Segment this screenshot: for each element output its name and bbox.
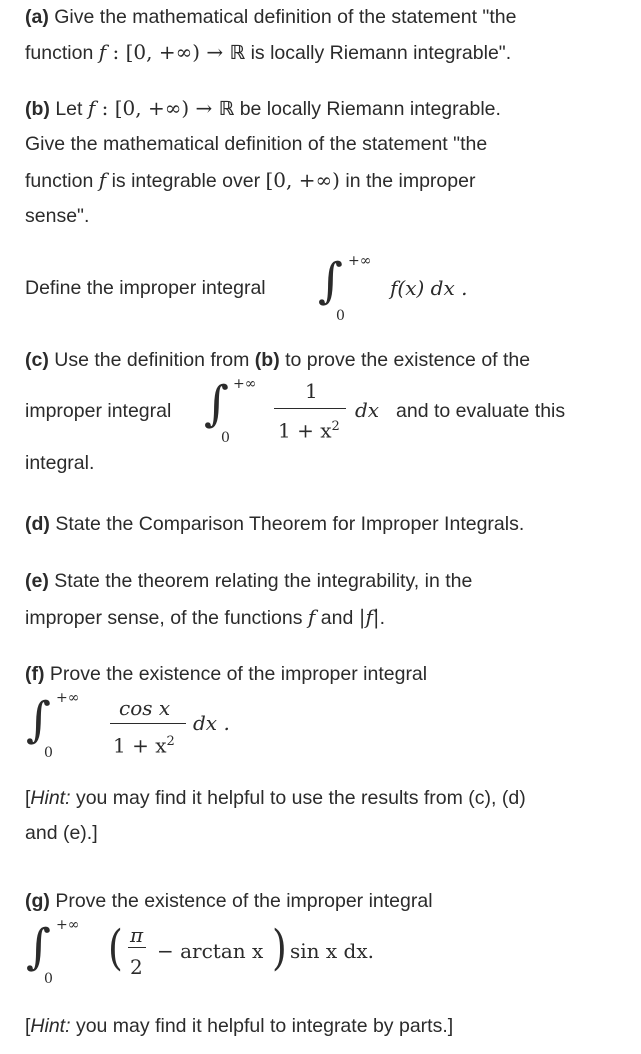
part-a-domain: [0, +∞) → — [125, 40, 230, 64]
part-a-line-1 — [25, 5, 516, 29]
part-b-integral-sign: ∫ — [318, 253, 344, 309]
part-c-dx-text: dx — [355, 398, 380, 422]
part-b-func: f — [87, 96, 96, 120]
part-g-sin — [290, 941, 374, 961]
part-a-text-1: Give the mathematical definition of the statement "the — [54, 6, 517, 28]
part-b-text-6: in the improper — [345, 170, 476, 192]
part-f-hint-line-1 — [25, 786, 526, 810]
part-b-line-4 — [25, 204, 89, 228]
part-a-func: f — [98, 40, 107, 64]
part-e-func: f — [307, 605, 316, 629]
part-b-func-2: f — [98, 168, 107, 192]
part-f-denominator — [113, 735, 175, 756]
part-b-colon: : — [95, 96, 115, 120]
part-b-lower-limit: 0 — [336, 308, 345, 324]
part-c-fraction-bar — [274, 408, 346, 409]
part-b-line-1 — [25, 96, 501, 121]
part-b-define-text: Define the improper integral — [25, 277, 266, 299]
part-c-denominator — [278, 420, 340, 441]
part-a-label: (a) — [25, 6, 49, 28]
part-g-pi — [130, 925, 143, 945]
part-c-label: (c) — [25, 349, 49, 371]
part-f-fraction-bar — [110, 723, 186, 724]
part-a-reals: ℝ — [229, 41, 246, 64]
part-e-line-2 — [25, 605, 385, 630]
part-b-label: (b) — [25, 98, 50, 120]
part-c-text-4: and to evaluate this — [396, 400, 566, 422]
part-c-upper-limit: +∞ — [233, 376, 257, 392]
part-e-period: . — [379, 607, 386, 629]
part-g-line-1 — [25, 889, 433, 913]
part-g-hint-line — [25, 1014, 453, 1038]
part-c-text-5: integral. — [25, 452, 95, 474]
part-f-lower-limit: 0 — [44, 745, 53, 761]
part-f-denominator-text: 1 + x — [113, 733, 167, 758]
part-e-abs: |f| — [358, 605, 380, 629]
part-f-numerator — [119, 698, 170, 718]
part-g-right-paren: ) — [272, 920, 287, 976]
part-b-line-3 — [25, 168, 475, 193]
part-b-text-1: Let — [55, 98, 83, 120]
part-a-colon: : — [106, 40, 126, 64]
part-e-text-1: State the theorem relating the integrability, in the — [54, 570, 473, 592]
part-g-minus-arctan — [157, 941, 263, 961]
part-e-line-1 — [25, 569, 472, 593]
part-g-hint-word: Hint: — [30, 1015, 71, 1037]
part-f-dx — [193, 713, 230, 733]
part-b-interval: [0, +∞) — [265, 168, 340, 192]
part-g-fraction-bar — [128, 947, 146, 948]
part-a-line-2 — [25, 40, 511, 65]
part-c-numerator: 1 — [305, 379, 318, 403]
part-f-hint-open: [ — [25, 787, 31, 809]
part-e-and: and — [320, 607, 354, 629]
part-f-line-1 — [25, 662, 427, 686]
part-g-label: (g) — [25, 890, 50, 912]
part-c-line-1 — [25, 348, 530, 372]
part-g-lower-limit: 0 — [44, 971, 53, 987]
part-a-text-3: is locally Riemann integrable". — [250, 42, 512, 64]
part-d-text: State the Comparison Theorem for Improper Integrals. — [55, 513, 525, 535]
part-f-hint-word: Hint: — [30, 787, 71, 809]
part-f-hint-line-2: and (e).] — [25, 822, 98, 844]
part-d-label: (d) — [25, 513, 50, 535]
part-b-line-2 — [25, 132, 487, 156]
part-e-text-2: improper sense, of the functions — [25, 607, 303, 629]
part-g-hint-open: [ — [25, 1015, 31, 1037]
part-g-left-paren: ( — [108, 920, 123, 976]
part-c-denominator-exp: 2 — [331, 419, 340, 434]
part-e-label: (e) — [25, 570, 49, 592]
part-b-text-4: function — [25, 170, 94, 192]
part-f-upper-limit: +∞ — [56, 690, 80, 706]
part-d-line — [25, 512, 524, 536]
part-g-hint-text: you may find it helpful to integrate by parts.] — [75, 1015, 454, 1037]
part-f-label: (f) — [25, 663, 45, 685]
part-b-reals: ℝ — [218, 97, 235, 120]
part-b-integrand-text: f(x) dx . — [390, 276, 468, 300]
part-a-text-2: function — [25, 42, 94, 64]
part-b-text-2: be locally Riemann integrable. — [239, 98, 501, 120]
part-b-integrand — [390, 278, 467, 298]
part-c-dx — [355, 400, 379, 420]
part-c-ref: (b) — [254, 349, 280, 371]
part-f-numerator-text: cos x — [119, 696, 171, 720]
part-b-text-5: is integrable over — [111, 170, 261, 192]
part-g-integral-sign: ∫ — [26, 919, 52, 975]
part-c-integral-sign: ∫ — [204, 376, 230, 432]
part-f-text: Prove the existence of the improper integral — [49, 663, 428, 685]
part-f-integral-sign: ∫ — [26, 692, 52, 748]
part-c-text-2: to prove the existence of the — [285, 349, 531, 371]
part-b-upper-limit: +∞ — [348, 253, 372, 269]
part-b-text-7: sense". — [25, 205, 90, 227]
part-g-two: 2 — [130, 955, 143, 979]
part-b-text-3: Give the mathematical definition of the statement "the — [25, 133, 488, 155]
part-g-upper-limit: +∞ — [56, 917, 80, 933]
part-g-pi-text: π — [130, 923, 144, 947]
part-g-minus-arctan-text: − arctan x — [157, 939, 264, 963]
part-c-denominator-text: 1 + x — [278, 418, 332, 443]
part-c-lower-limit: 0 — [221, 430, 230, 446]
part-f-denominator-exp: 2 — [166, 734, 175, 749]
part-g-sin-text: sin x dx. — [290, 939, 374, 963]
part-c-text-1: Use the definition from — [54, 349, 250, 371]
part-f-dx-text: dx . — [193, 711, 230, 735]
part-f-hint-text-1: you may find it helpful to use the results from (c), (d) — [75, 787, 526, 809]
part-b-domain: [0, +∞) → — [114, 96, 219, 120]
part-g-text: Prove the existence of the improper integral — [55, 890, 433, 912]
part-c-text-3: improper integral — [25, 400, 172, 422]
